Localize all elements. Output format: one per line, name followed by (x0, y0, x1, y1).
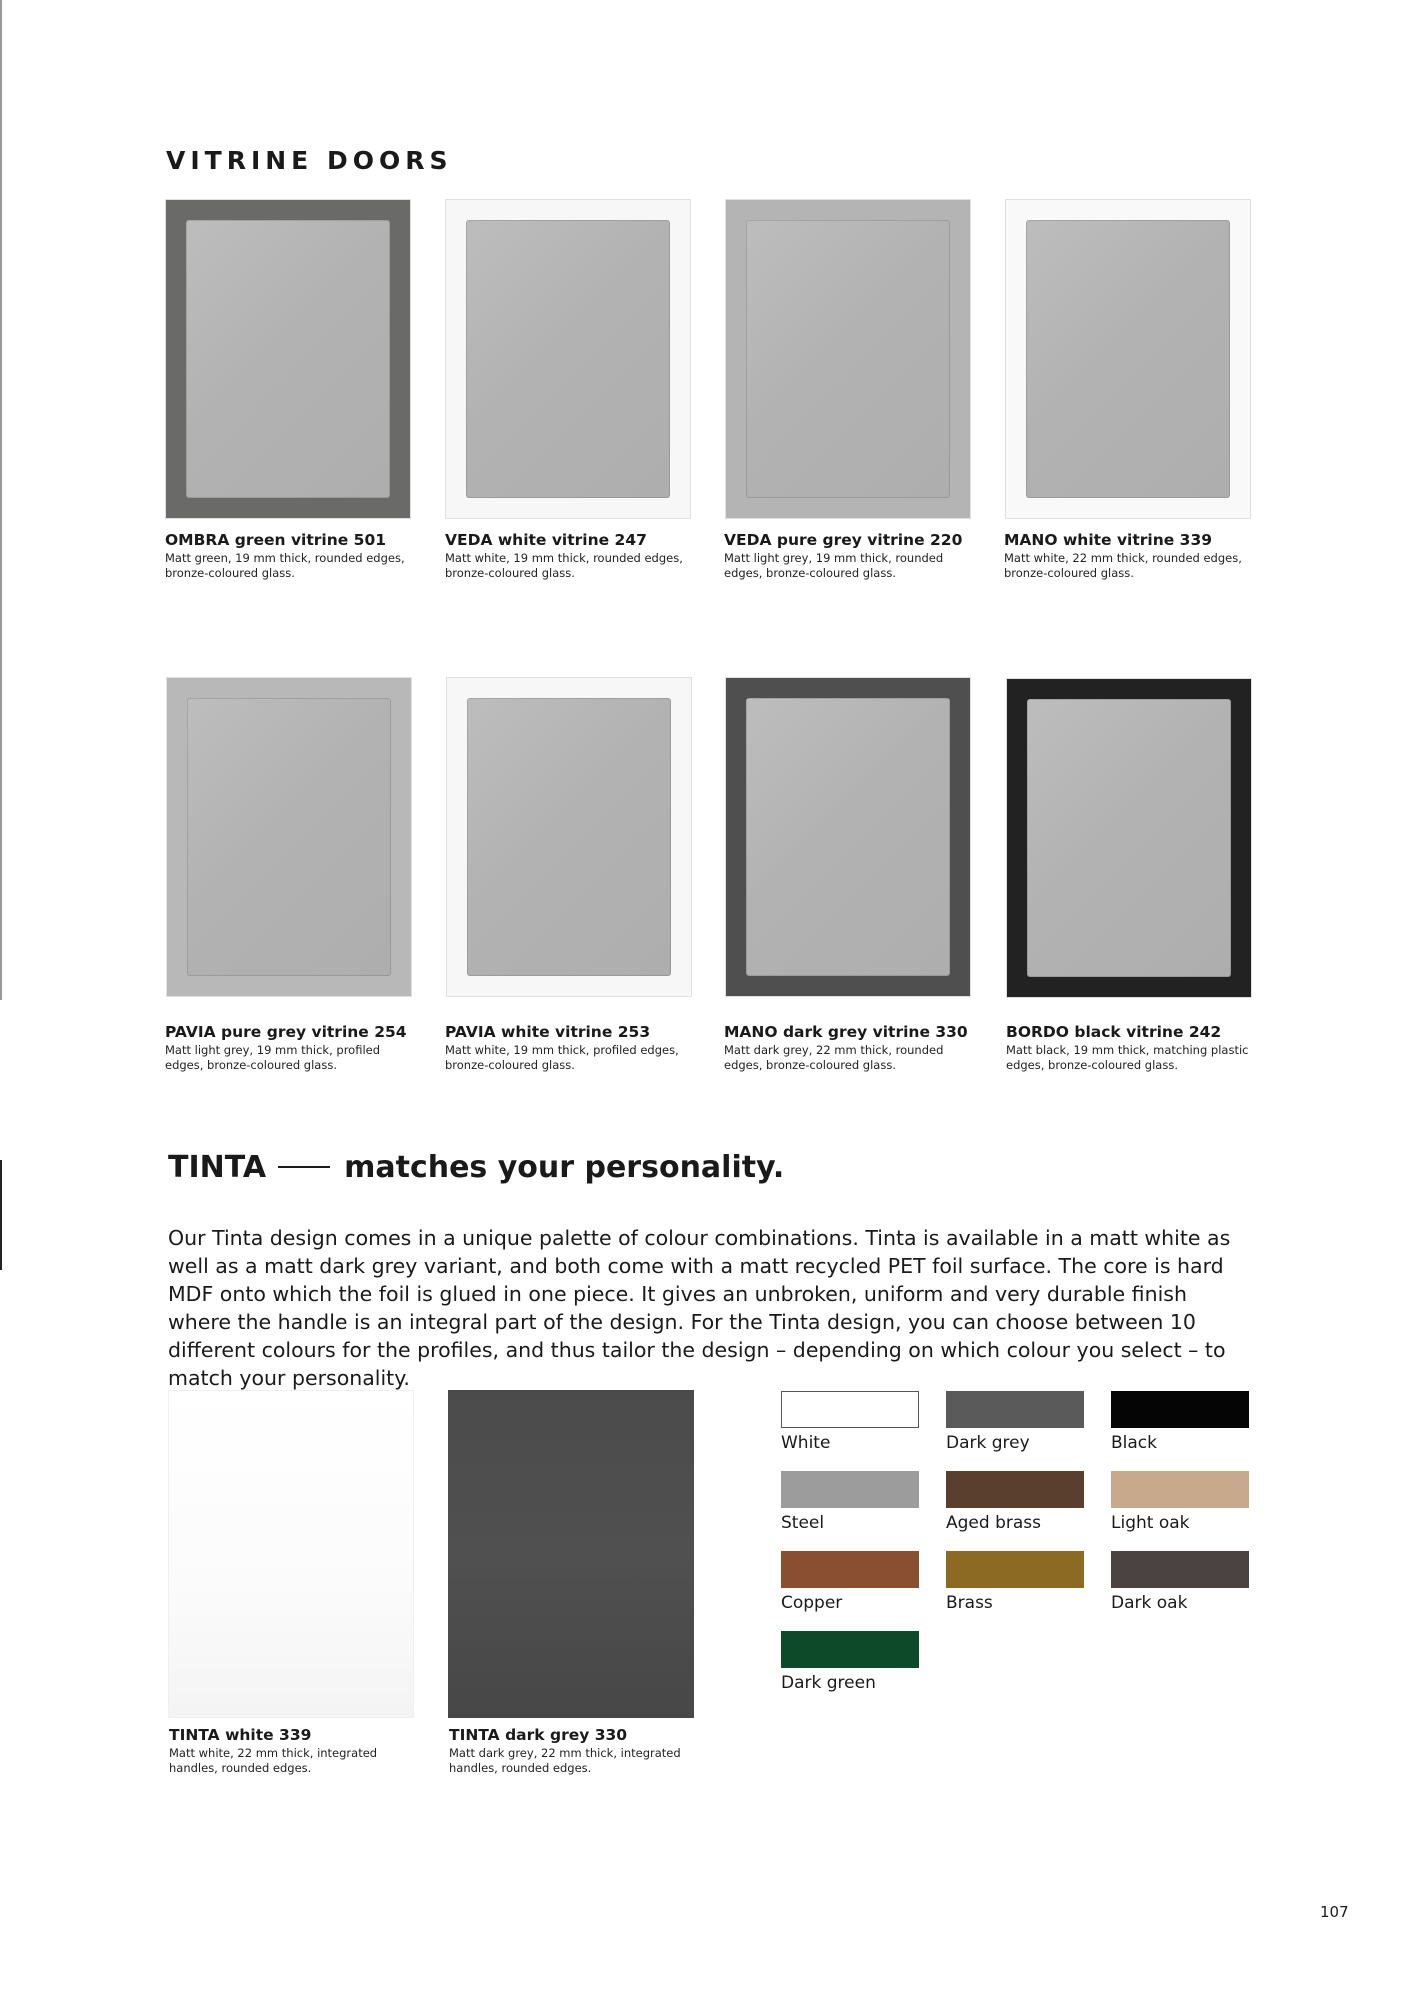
swatch-chip (781, 1631, 919, 1668)
swatch-chip (781, 1471, 919, 1508)
door-description: Matt white, 19 mm thick, rounded edges, bronze-coloured glass. (445, 551, 683, 580)
door-image-pavia-253 (446, 677, 692, 997)
tinta-caption (169, 1726, 419, 1776)
tinta-heading-rest: matches your personality. (344, 1150, 785, 1185)
swatch-chip (946, 1471, 1084, 1508)
door-glass (1026, 220, 1230, 498)
heading-dash (278, 1166, 330, 1168)
door-description: Matt light grey, 19 mm thick, profiled edges, bronze-coloured glass. (165, 1043, 381, 1072)
page-edge-marker (0, 1160, 2, 1270)
door-name: VEDA pure grey vitrine 220 (724, 531, 963, 549)
swatch-white (781, 1391, 921, 1454)
door-caption (1006, 1023, 1256, 1073)
swatch-chip (1111, 1471, 1249, 1508)
swatch-dark-oak (1111, 1551, 1251, 1614)
door-glass (1027, 699, 1231, 977)
tinta-caption (449, 1726, 699, 1776)
door-image-mano-339 (1005, 199, 1251, 519)
swatch-light-oak (1111, 1471, 1251, 1534)
swatch-chip (1111, 1551, 1249, 1588)
swatch-brass (946, 1551, 1086, 1614)
door-description: Matt green, 19 mm thick, rounded edges, bronze-coloured glass. (165, 551, 405, 580)
swatch-copper (781, 1551, 921, 1614)
swatch-label: Dark oak (1111, 1593, 1188, 1613)
tinta-panel-description: Matt white, 22 mm thick, integrated handles, rounded edges. (169, 1746, 378, 1775)
tinta-dark-grey-panel-image (448, 1390, 694, 1718)
tinta-white-panel-image (168, 1390, 414, 1718)
swatch-chip (781, 1551, 919, 1588)
door-caption (724, 1023, 974, 1073)
door-name: BORDO black vitrine 242 (1006, 1023, 1222, 1041)
swatch-label: White (781, 1433, 831, 1453)
door-caption (165, 1023, 415, 1073)
tinta-heading-word: TINTA (168, 1150, 267, 1185)
swatch-label: Black (1111, 1433, 1157, 1453)
section-title: VITRINE DOORS (166, 146, 453, 175)
page-edge-line (0, 0, 2, 1000)
swatch-chip (781, 1391, 919, 1428)
tinta-description (168, 1224, 1250, 1392)
swatch-label: Steel (781, 1513, 825, 1533)
door-name: PAVIA white vitrine 253 (445, 1023, 651, 1041)
door-image-pavia-254 (166, 677, 412, 997)
swatch-label: Aged brass (946, 1513, 1041, 1533)
swatch-chip (946, 1551, 1084, 1588)
swatch-black (1111, 1391, 1251, 1454)
door-description: Matt black, 19 mm thick, matching plastic edges, bronze-coloured glass. (1006, 1043, 1249, 1072)
door-description: Matt white, 22 mm thick, rounded edges, bronze-coloured glass. (1004, 551, 1242, 580)
door-name: OMBRA green vitrine 501 (165, 531, 387, 549)
door-description: Matt light grey, 19 mm thick, rounded edges, bronze-coloured glass. (724, 551, 944, 580)
door-name: MANO dark grey vitrine 330 (724, 1023, 968, 1041)
swatch-dark-grey (946, 1391, 1086, 1454)
page-number: 107 (1320, 1903, 1349, 1921)
door-image-veda-247 (445, 199, 691, 519)
swatch-label: Dark green (781, 1673, 876, 1693)
swatch-dark-green (781, 1631, 921, 1694)
door-description: Matt white, 19 mm thick, profiled edges, bronze-coloured glass. (445, 1043, 679, 1072)
door-glass (187, 698, 391, 976)
door-image-veda-220 (725, 199, 971, 519)
door-caption (165, 531, 415, 581)
door-glass (186, 220, 390, 498)
door-image-ombra-501 (165, 199, 411, 519)
door-caption (1004, 531, 1254, 581)
door-name: PAVIA pure grey vitrine 254 (165, 1023, 407, 1041)
tinta-panel-name: TINTA dark grey 330 (449, 1726, 628, 1744)
tinta-panel-description: Matt dark grey, 22 mm thick, integrated handles, rounded edges. (449, 1746, 681, 1775)
swatch-chip (946, 1391, 1084, 1428)
swatch-aged-brass (946, 1471, 1086, 1534)
tinta-body-text: Our Tinta design comes in a unique palette of colour combinations. Tinta is available in a matt white as well as a matt dark grey variant, and both come with a matt recycled PET foil surface. The core is hard MDF onto which the foil is glued in one piece. It gives an unbroken, uniform and very durable finish where the handle is an integral part of the design. For the Tinta design, you can choose between 10 different colours for the profiles, and thus tailor the design – depending on which colour you select – to match your personality. (168, 1226, 1231, 1390)
swatch-label: Brass (946, 1593, 993, 1613)
swatch-label: Light oak (1111, 1513, 1190, 1533)
door-glass (467, 698, 671, 976)
door-name: VEDA white vitrine 247 (445, 531, 647, 549)
door-caption (724, 531, 974, 581)
door-description: Matt dark grey, 22 mm thick, rounded edges, bronze-coloured glass. (724, 1043, 944, 1072)
door-caption (445, 531, 695, 581)
door-caption (445, 1023, 695, 1073)
door-name: MANO white vitrine 339 (1004, 531, 1213, 549)
swatch-label: Dark grey (946, 1433, 1030, 1453)
door-glass (746, 220, 950, 498)
door-glass (746, 698, 950, 976)
swatch-label: Copper (781, 1593, 843, 1613)
door-image-bordo-242 (1006, 678, 1252, 998)
swatch-chip (1111, 1391, 1249, 1428)
tinta-heading (168, 1150, 784, 1185)
tinta-panel-name: TINTA white 339 (169, 1726, 312, 1744)
door-glass (466, 220, 670, 498)
swatch-steel (781, 1471, 921, 1534)
door-image-mano-330 (725, 677, 971, 997)
